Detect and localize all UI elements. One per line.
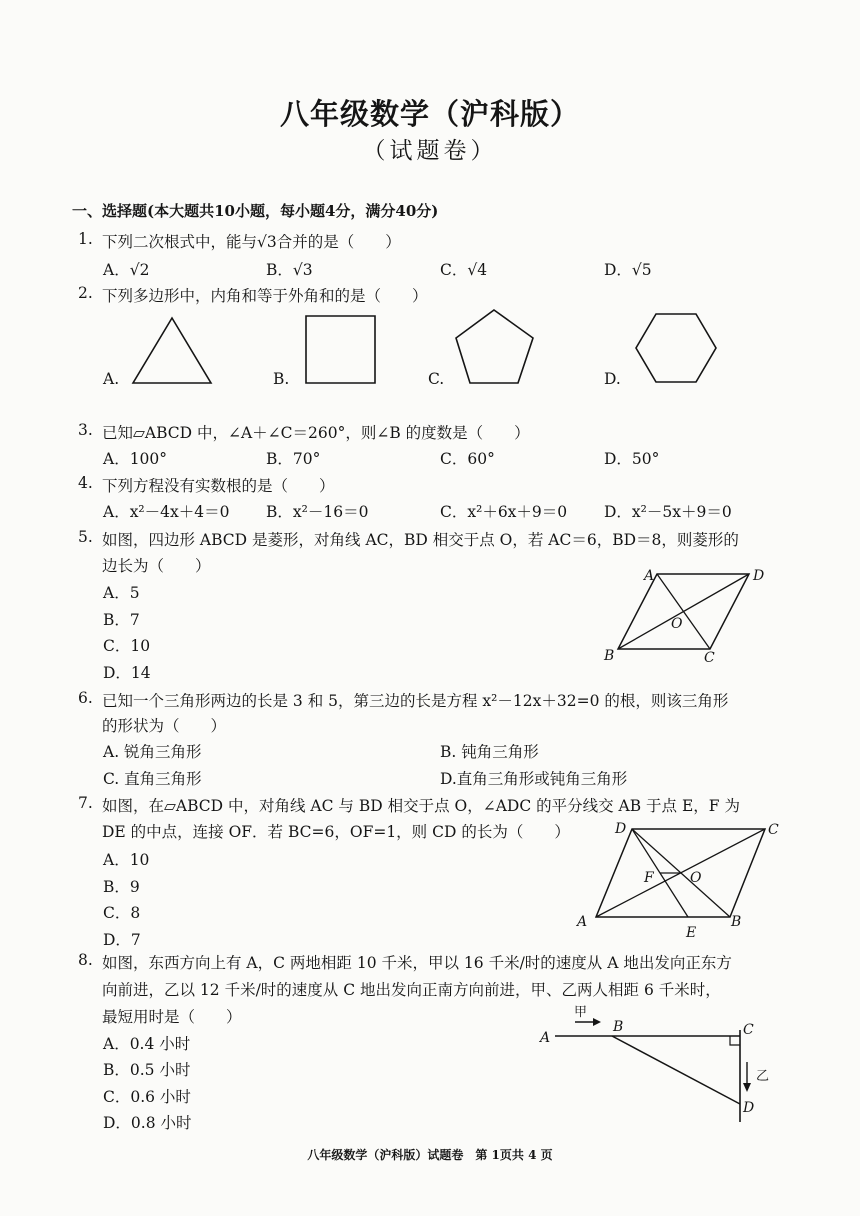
question-stem-line-1: 已知一个三角形两边的长是 3 和 5，第三边的长是方程 x²－12x＋32=0 的根，则该三角形 <box>102 692 729 710</box>
question-stem-line-2: DE 的中点，连接 OF．若 BC=6，OF=1，则 CD 的长为（ ） <box>102 823 570 841</box>
option-b: B. <box>273 370 290 388</box>
option-d: D．x²－5x＋9＝0 <box>604 503 732 521</box>
question-stem-line-3: 最短用时是（ ） <box>102 1008 242 1026</box>
option-b: B．√3 <box>266 261 313 279</box>
option-b: B．70° <box>266 450 321 468</box>
option-c: C．10 <box>103 637 151 655</box>
section-heading: 一、选择题(本大题共10小题，每小题4分，满分40分) <box>72 202 439 220</box>
option-a: A．0.4 小时 <box>103 1035 191 1053</box>
question-number: 2. <box>78 284 93 302</box>
point-label-d: D <box>753 568 765 584</box>
question-stem-line-1: 如图，四边形 ABCD 是菱形，对角线 AC，BD 相交于点 O，若 AC＝6，BD＝8，则菱形的 <box>102 531 739 549</box>
label-yi: 乙 <box>756 1069 770 1084</box>
question-number: 7. <box>78 794 93 812</box>
question-number: 6. <box>78 689 93 707</box>
question-stem-line-2: 向前进，乙以 12 千米/时的速度从 C 地出发向正南方向前进，甲、乙两人相距 6 千米时， <box>102 981 721 999</box>
page-footer: 八年级数学（沪科版）试题卷 第 1页共 4 页 <box>307 1148 553 1162</box>
page-subtitle: （试题卷） <box>362 138 498 164</box>
page-title: 八年级数学（沪科版） <box>279 97 580 131</box>
option-d: D.直角三角形或钝角三角形 <box>440 770 628 788</box>
option-c: C. 直角三角形 <box>103 770 202 788</box>
option-d: D．√5 <box>604 261 652 279</box>
question-stem-line-1: 如图，东西方向上有 A，C 两地相距 10 千米，甲以 16 千米/时的速度从 A 地出发向正东方 <box>102 954 732 972</box>
point-label-b: B <box>604 648 615 664</box>
question-number: 1. <box>78 230 93 248</box>
point-label-o: O <box>690 870 702 886</box>
point-label-c: C <box>743 1022 754 1038</box>
option-a: A．10 <box>103 851 150 869</box>
point-label-d: D <box>743 1100 755 1116</box>
option-a: A．5 <box>103 584 140 602</box>
point-label-b: B <box>613 1019 624 1035</box>
option-b: B．x²－16＝0 <box>266 503 369 521</box>
option-b: B．7 <box>103 611 140 629</box>
option-a: A．√2 <box>103 261 150 279</box>
option-c: C．60° <box>440 450 495 468</box>
option-d: D. <box>604 370 621 388</box>
option-c: C．√4 <box>440 261 488 279</box>
point-label-b: B <box>731 914 742 930</box>
label-jia: 甲 <box>574 1005 588 1020</box>
option-c: C．8 <box>103 904 141 922</box>
option-c: C．0.6 小时 <box>103 1088 191 1106</box>
question-stem: 已知▱ABCD 中，∠A＋∠C＝260°，则∠B 的度数是（ ） <box>102 424 530 442</box>
option-b: B．9 <box>103 878 140 896</box>
question-stem-line-2: 边长为（ ） <box>102 557 211 575</box>
point-label-a: A <box>540 1030 551 1046</box>
question-number: 3. <box>78 421 93 439</box>
question-stem: 下列二次根式中，能与√3合并的是（ ） <box>102 233 401 251</box>
point-label-f: F <box>644 870 654 886</box>
question-stem-line-1: 如图，在▱ABCD 中，对角线 AC 与 BD 相交于点 O，∠ADC 的平分线交 AB 于点 E，F 为 <box>102 797 740 815</box>
question-number: 4. <box>78 474 93 492</box>
question-number: 8. <box>78 951 93 969</box>
option-d: D．0.8 小时 <box>103 1114 192 1132</box>
point-label-a: A <box>644 568 655 584</box>
point-label-a: A <box>577 914 588 930</box>
option-c: C．x²＋6x＋9＝0 <box>440 503 568 521</box>
option-b: B. 钝角三角形 <box>440 743 539 761</box>
question-stem: 下列多边形中，内角和等于外角和的是（ ） <box>102 287 428 305</box>
question-number: 5. <box>78 528 93 546</box>
point-label-c: C <box>704 650 715 666</box>
option-a: A．x²－4x＋4＝0 <box>103 503 230 521</box>
point-label-e: E <box>686 925 697 941</box>
point-label-d: D <box>615 821 627 837</box>
option-a: A. 锐角三角形 <box>103 743 202 761</box>
question-stem-line-2: 的形状为（ ） <box>102 717 227 735</box>
question-stem: 下列方程没有实数根的是（ ） <box>102 477 335 495</box>
option-d: D．14 <box>103 664 151 682</box>
option-a: A. <box>103 370 120 388</box>
point-label-o: O <box>671 616 683 632</box>
option-a: A．100° <box>103 450 168 468</box>
option-d: D．7 <box>103 931 141 949</box>
option-d: D．50° <box>604 450 660 468</box>
point-label-c: C <box>768 822 779 838</box>
option-c: C. <box>428 370 445 388</box>
option-b: B．0.5 小时 <box>103 1061 191 1079</box>
